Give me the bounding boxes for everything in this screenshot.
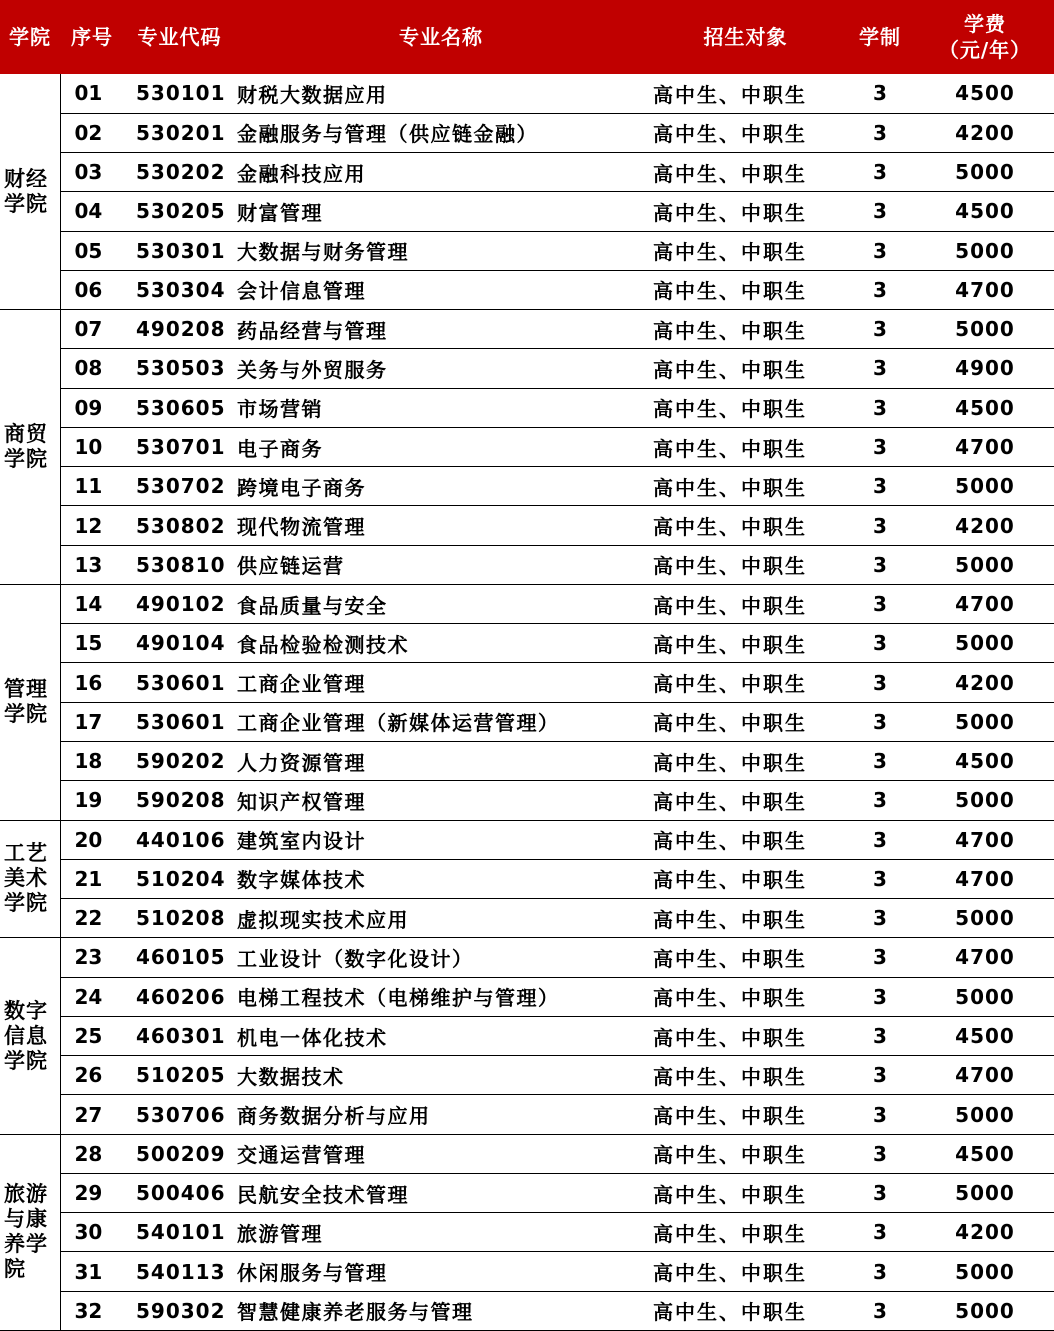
table-row bbox=[0, 584, 1054, 623]
row-major-name: 建筑室内设计 bbox=[235, 820, 647, 859]
row-years: 3 bbox=[844, 781, 916, 820]
row-years: 3 bbox=[844, 1056, 916, 1095]
row-target: 高中生、中职生 bbox=[647, 231, 844, 270]
table-row bbox=[0, 1213, 1054, 1252]
row-seq: 01 bbox=[60, 74, 124, 113]
row-major-name: 金融服务与管理（供应链金融） bbox=[235, 113, 647, 152]
table-row bbox=[0, 820, 1054, 859]
row-code: 460301 bbox=[124, 1016, 235, 1055]
row-fee: 4900 bbox=[916, 349, 1054, 388]
row-years: 3 bbox=[844, 506, 916, 545]
row-major-name: 工商企业管理（新媒体运营管理） bbox=[235, 702, 647, 741]
row-major-name: 食品检验检测技术 bbox=[235, 624, 647, 663]
row-target: 高中生、中职生 bbox=[647, 74, 844, 113]
row-code: 530205 bbox=[124, 192, 235, 231]
row-code: 510205 bbox=[124, 1056, 235, 1095]
row-code: 490102 bbox=[124, 584, 235, 623]
table-row bbox=[0, 781, 1054, 820]
row-fee: 4200 bbox=[916, 506, 1054, 545]
row-seq: 03 bbox=[60, 153, 124, 192]
row-fee: 4700 bbox=[916, 820, 1054, 859]
table-row bbox=[0, 1056, 1054, 1095]
row-fee: 4700 bbox=[916, 859, 1054, 898]
table-row bbox=[0, 859, 1054, 898]
table-row bbox=[0, 310, 1054, 349]
header-code: 专业代码 bbox=[124, 0, 235, 74]
row-seq: 29 bbox=[60, 1173, 124, 1212]
row-years: 3 bbox=[844, 1173, 916, 1212]
row-target: 高中生、中职生 bbox=[647, 1016, 844, 1055]
row-years: 3 bbox=[844, 192, 916, 231]
row-years: 3 bbox=[844, 1291, 916, 1330]
row-fee: 4700 bbox=[916, 427, 1054, 466]
row-years: 3 bbox=[844, 742, 916, 781]
row-code: 460206 bbox=[124, 977, 235, 1016]
row-code: 530706 bbox=[124, 1095, 235, 1134]
row-fee: 5000 bbox=[916, 899, 1054, 938]
row-major-name: 电子商务 bbox=[235, 427, 647, 466]
header-college: 学院 bbox=[0, 0, 60, 74]
table-row bbox=[0, 231, 1054, 270]
row-fee: 4200 bbox=[916, 113, 1054, 152]
row-code: 530605 bbox=[124, 388, 235, 427]
row-years: 3 bbox=[844, 74, 916, 113]
row-years: 3 bbox=[844, 977, 916, 1016]
table-row bbox=[0, 742, 1054, 781]
table-row bbox=[0, 467, 1054, 506]
row-code: 510204 bbox=[124, 859, 235, 898]
row-fee: 4500 bbox=[916, 1134, 1054, 1173]
row-major-name: 民航安全技术管理 bbox=[235, 1173, 647, 1212]
row-major-name: 现代物流管理 bbox=[235, 506, 647, 545]
table-row bbox=[0, 938, 1054, 977]
row-major-name: 跨境电子商务 bbox=[235, 467, 647, 506]
row-target: 高中生、中职生 bbox=[647, 663, 844, 702]
row-major-name: 供应链运营 bbox=[235, 545, 647, 584]
table-row bbox=[0, 1252, 1054, 1291]
table-row bbox=[0, 663, 1054, 702]
row-fee: 4200 bbox=[916, 1213, 1054, 1252]
row-years: 3 bbox=[844, 467, 916, 506]
row-seq: 12 bbox=[60, 506, 124, 545]
row-target: 高中生、中职生 bbox=[647, 388, 844, 427]
header-name: 专业名称 bbox=[235, 0, 647, 74]
row-fee: 4500 bbox=[916, 1016, 1054, 1055]
row-target: 高中生、中职生 bbox=[647, 1252, 844, 1291]
row-fee: 4700 bbox=[916, 1056, 1054, 1095]
row-seq: 27 bbox=[60, 1095, 124, 1134]
row-major-name: 电梯工程技术（电梯维护与管理） bbox=[235, 977, 647, 1016]
header-seq: 序号 bbox=[60, 0, 124, 74]
row-fee: 5000 bbox=[916, 781, 1054, 820]
header-years: 学制 bbox=[844, 0, 916, 74]
row-code: 590208 bbox=[124, 781, 235, 820]
row-years: 3 bbox=[844, 1016, 916, 1055]
row-seq: 21 bbox=[60, 859, 124, 898]
table-row bbox=[0, 270, 1054, 309]
row-major-name: 大数据技术 bbox=[235, 1056, 647, 1095]
college-name: 管理学院 bbox=[0, 584, 60, 820]
row-target: 高中生、中职生 bbox=[647, 349, 844, 388]
row-fee: 4500 bbox=[916, 388, 1054, 427]
row-target: 高中生、中职生 bbox=[647, 977, 844, 1016]
row-major-name: 智慧健康养老服务与管理 bbox=[235, 1291, 647, 1330]
row-years: 3 bbox=[844, 270, 916, 309]
row-code: 530201 bbox=[124, 113, 235, 152]
row-fee: 5000 bbox=[916, 153, 1054, 192]
row-years: 3 bbox=[844, 1095, 916, 1134]
college-name: 工艺美术学院 bbox=[0, 820, 60, 938]
row-seq: 16 bbox=[60, 663, 124, 702]
row-target: 高中生、中职生 bbox=[647, 153, 844, 192]
row-major-name: 机电一体化技术 bbox=[235, 1016, 647, 1055]
row-target: 高中生、中职生 bbox=[647, 1173, 844, 1212]
row-seq: 08 bbox=[60, 349, 124, 388]
row-seq: 18 bbox=[60, 742, 124, 781]
row-years: 3 bbox=[844, 1252, 916, 1291]
row-years: 3 bbox=[844, 153, 916, 192]
row-major-name: 数字媒体技术 bbox=[235, 859, 647, 898]
row-years: 3 bbox=[844, 859, 916, 898]
row-major-name: 关务与外贸服务 bbox=[235, 349, 647, 388]
college-name: 财经学院 bbox=[0, 74, 60, 310]
row-fee: 4500 bbox=[916, 74, 1054, 113]
row-code: 590202 bbox=[124, 742, 235, 781]
row-target: 高中生、中职生 bbox=[647, 545, 844, 584]
row-code: 530503 bbox=[124, 349, 235, 388]
row-code: 510208 bbox=[124, 899, 235, 938]
row-target: 高中生、中职生 bbox=[647, 427, 844, 466]
row-major-name: 市场营销 bbox=[235, 388, 647, 427]
table-row bbox=[0, 899, 1054, 938]
row-years: 3 bbox=[844, 388, 916, 427]
row-fee: 5000 bbox=[916, 702, 1054, 741]
row-major-name: 虚拟现实技术应用 bbox=[235, 899, 647, 938]
row-major-name: 财税大数据应用 bbox=[235, 74, 647, 113]
row-major-name: 财富管理 bbox=[235, 192, 647, 231]
table-row bbox=[0, 702, 1054, 741]
row-code: 530601 bbox=[124, 663, 235, 702]
table-row bbox=[0, 1095, 1054, 1134]
table-row bbox=[0, 977, 1054, 1016]
college-name: 商贸学院 bbox=[0, 310, 60, 585]
college-name: 数字信息学院 bbox=[0, 938, 60, 1134]
row-major-name: 旅游管理 bbox=[235, 1213, 647, 1252]
row-target: 高中生、中职生 bbox=[647, 702, 844, 741]
row-fee: 5000 bbox=[916, 231, 1054, 270]
row-fee: 5000 bbox=[916, 1252, 1054, 1291]
row-fee: 4700 bbox=[916, 938, 1054, 977]
header-fee-line2: （元/年） bbox=[938, 38, 1032, 62]
row-fee: 4700 bbox=[916, 270, 1054, 309]
row-years: 3 bbox=[844, 349, 916, 388]
row-seq: 04 bbox=[60, 192, 124, 231]
table-row bbox=[0, 1134, 1054, 1173]
row-code: 540101 bbox=[124, 1213, 235, 1252]
row-code: 460105 bbox=[124, 938, 235, 977]
row-code: 530301 bbox=[124, 231, 235, 270]
row-target: 高中生、中职生 bbox=[647, 584, 844, 623]
row-fee: 5000 bbox=[916, 1173, 1054, 1212]
row-seq: 23 bbox=[60, 938, 124, 977]
row-target: 高中生、中职生 bbox=[647, 624, 844, 663]
row-major-name: 大数据与财务管理 bbox=[235, 231, 647, 270]
row-code: 540113 bbox=[124, 1252, 235, 1291]
row-target: 高中生、中职生 bbox=[647, 1291, 844, 1330]
row-seq: 30 bbox=[60, 1213, 124, 1252]
table-row bbox=[0, 1291, 1054, 1330]
row-seq: 31 bbox=[60, 1252, 124, 1291]
table-row bbox=[0, 624, 1054, 663]
row-target: 高中生、中职生 bbox=[647, 859, 844, 898]
row-target: 高中生、中职生 bbox=[647, 506, 844, 545]
row-code: 530802 bbox=[124, 506, 235, 545]
table-row bbox=[0, 113, 1054, 152]
table-row bbox=[0, 349, 1054, 388]
row-fee: 4700 bbox=[916, 584, 1054, 623]
row-seq: 10 bbox=[60, 427, 124, 466]
row-target: 高中生、中职生 bbox=[647, 1134, 844, 1173]
row-code: 530101 bbox=[124, 74, 235, 113]
row-target: 高中生、中职生 bbox=[647, 113, 844, 152]
row-years: 3 bbox=[844, 938, 916, 977]
row-seq: 25 bbox=[60, 1016, 124, 1055]
row-fee: 4200 bbox=[916, 663, 1054, 702]
row-code: 530601 bbox=[124, 702, 235, 741]
row-fee: 5000 bbox=[916, 1095, 1054, 1134]
row-major-name: 交通运营管理 bbox=[235, 1134, 647, 1173]
row-years: 3 bbox=[844, 545, 916, 584]
row-seq: 26 bbox=[60, 1056, 124, 1095]
row-target: 高中生、中职生 bbox=[647, 192, 844, 231]
row-major-name: 药品经营与管理 bbox=[235, 310, 647, 349]
header-target: 招生对象 bbox=[647, 0, 844, 74]
row-years: 3 bbox=[844, 1134, 916, 1173]
header-fee bbox=[916, 0, 1054, 74]
row-major-name: 工商企业管理 bbox=[235, 663, 647, 702]
row-target: 高中生、中职生 bbox=[647, 1213, 844, 1252]
row-code: 530702 bbox=[124, 467, 235, 506]
row-seq: 05 bbox=[60, 231, 124, 270]
row-fee: 4500 bbox=[916, 192, 1054, 231]
row-seq: 02 bbox=[60, 113, 124, 152]
row-major-name: 会计信息管理 bbox=[235, 270, 647, 309]
row-target: 高中生、中职生 bbox=[647, 938, 844, 977]
row-years: 3 bbox=[844, 1213, 916, 1252]
table-row bbox=[0, 153, 1054, 192]
row-code: 440106 bbox=[124, 820, 235, 859]
row-code: 500406 bbox=[124, 1173, 235, 1212]
row-fee: 5000 bbox=[916, 1291, 1054, 1330]
row-major-name: 人力资源管理 bbox=[235, 742, 647, 781]
row-fee: 4500 bbox=[916, 742, 1054, 781]
row-seq: 28 bbox=[60, 1134, 124, 1173]
row-years: 3 bbox=[844, 899, 916, 938]
row-years: 3 bbox=[844, 427, 916, 466]
row-code: 530202 bbox=[124, 153, 235, 192]
row-seq: 14 bbox=[60, 584, 124, 623]
table-row bbox=[0, 192, 1054, 231]
row-code: 490104 bbox=[124, 624, 235, 663]
row-seq: 22 bbox=[60, 899, 124, 938]
row-years: 3 bbox=[844, 624, 916, 663]
row-fee: 5000 bbox=[916, 467, 1054, 506]
row-years: 3 bbox=[844, 702, 916, 741]
college-name: 旅游与康养学院 bbox=[0, 1134, 60, 1330]
row-code: 590302 bbox=[124, 1291, 235, 1330]
row-fee: 5000 bbox=[916, 977, 1054, 1016]
row-code: 530701 bbox=[124, 427, 235, 466]
table-body bbox=[0, 74, 1054, 1331]
header-fee-line1: 学费 bbox=[964, 12, 1006, 36]
table-row bbox=[0, 1016, 1054, 1055]
row-major-name: 食品质量与安全 bbox=[235, 584, 647, 623]
row-target: 高中生、中职生 bbox=[647, 270, 844, 309]
row-seq: 07 bbox=[60, 310, 124, 349]
row-seq: 24 bbox=[60, 977, 124, 1016]
row-major-name: 金融科技应用 bbox=[235, 153, 647, 192]
table-row bbox=[0, 506, 1054, 545]
header-row bbox=[0, 0, 1054, 74]
row-years: 3 bbox=[844, 820, 916, 859]
row-target: 高中生、中职生 bbox=[647, 310, 844, 349]
row-target: 高中生、中职生 bbox=[647, 1056, 844, 1095]
row-years: 3 bbox=[844, 584, 916, 623]
row-years: 3 bbox=[844, 113, 916, 152]
row-seq: 15 bbox=[60, 624, 124, 663]
table-row bbox=[0, 545, 1054, 584]
row-seq: 32 bbox=[60, 1291, 124, 1330]
row-major-name: 工业设计（数字化设计） bbox=[235, 938, 647, 977]
row-major-name: 休闲服务与管理 bbox=[235, 1252, 647, 1291]
row-major-name: 商务数据分析与应用 bbox=[235, 1095, 647, 1134]
row-seq: 20 bbox=[60, 820, 124, 859]
row-code: 530810 bbox=[124, 545, 235, 584]
table-row bbox=[0, 388, 1054, 427]
row-seq: 09 bbox=[60, 388, 124, 427]
row-fee: 5000 bbox=[916, 310, 1054, 349]
row-target: 高中生、中职生 bbox=[647, 467, 844, 506]
row-target: 高中生、中职生 bbox=[647, 742, 844, 781]
row-target: 高中生、中职生 bbox=[647, 781, 844, 820]
row-code: 500209 bbox=[124, 1134, 235, 1173]
row-target: 高中生、中职生 bbox=[647, 1095, 844, 1134]
row-seq: 06 bbox=[60, 270, 124, 309]
row-years: 3 bbox=[844, 663, 916, 702]
row-fee: 5000 bbox=[916, 545, 1054, 584]
row-years: 3 bbox=[844, 231, 916, 270]
table-row bbox=[0, 427, 1054, 466]
table-header bbox=[0, 0, 1054, 74]
row-seq: 17 bbox=[60, 702, 124, 741]
row-code: 490208 bbox=[124, 310, 235, 349]
row-seq: 11 bbox=[60, 467, 124, 506]
row-target: 高中生、中职生 bbox=[647, 899, 844, 938]
row-seq: 19 bbox=[60, 781, 124, 820]
row-code: 530304 bbox=[124, 270, 235, 309]
row-years: 3 bbox=[844, 310, 916, 349]
row-seq: 13 bbox=[60, 545, 124, 584]
row-target: 高中生、中职生 bbox=[647, 820, 844, 859]
table-row bbox=[0, 74, 1054, 113]
row-fee: 5000 bbox=[916, 624, 1054, 663]
table-row bbox=[0, 1173, 1054, 1212]
row-major-name: 知识产权管理 bbox=[235, 781, 647, 820]
